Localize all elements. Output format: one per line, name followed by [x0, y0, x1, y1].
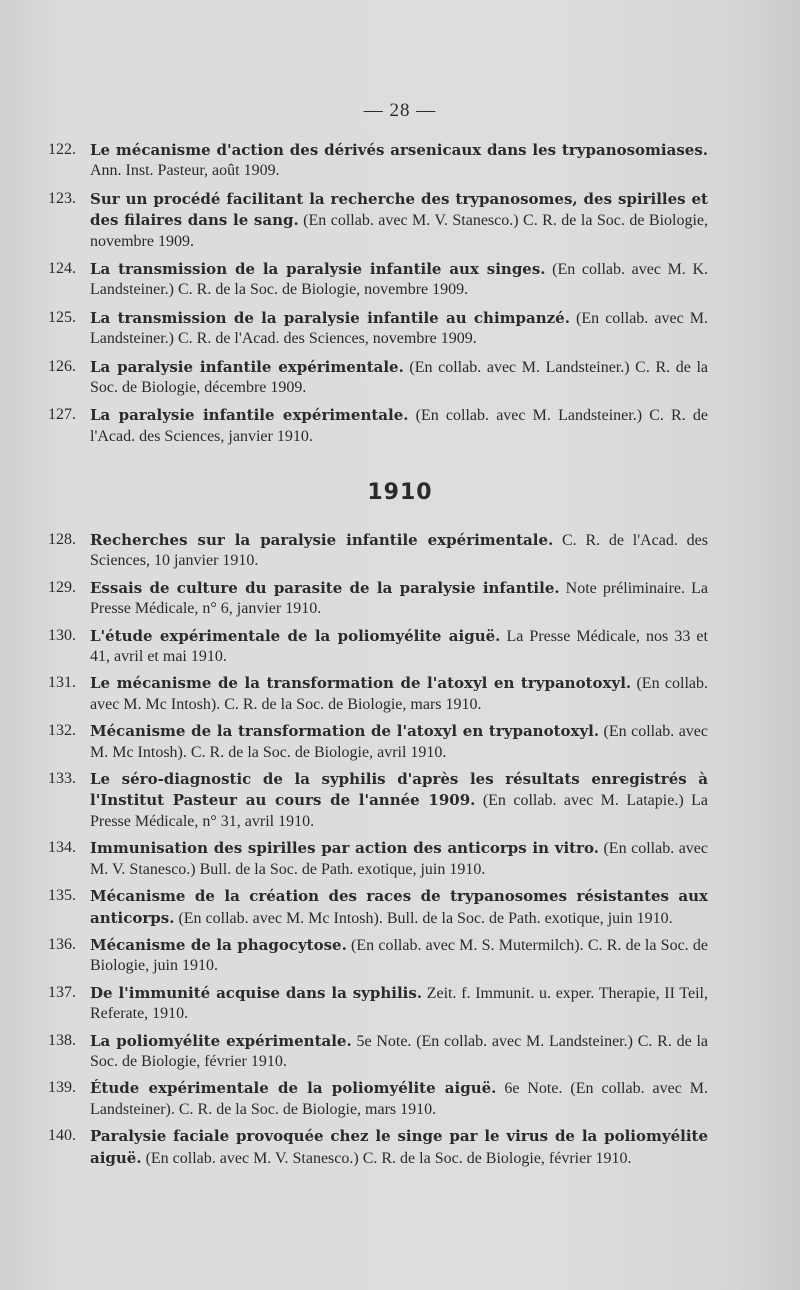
- entry-reference: (En collab. avec M. S. Mutermilch). C. R. de la Soc. de Biologie, juin 1910.: [90, 936, 708, 975]
- entry-reference: 5e Note. (En collab. avec M. Landsteiner.) C. R. de la Soc. de Biologie, février 1910.: [90, 1032, 708, 1070]
- entry-number: 138.: [48, 1031, 76, 1049]
- entry-number: 135.: [48, 887, 76, 905]
- entry-title: Mécanisme de la phagocytose.: [90, 935, 347, 954]
- entry-title: La transmission de la paralysie infantile aux singes.: [90, 260, 546, 279]
- entry-reference: C. R. de l'Acad. des Sciences, 10 janvier 1910.: [90, 532, 708, 570]
- entry-title: Essais de culture du parasite de la paralysie infantile.: [90, 578, 560, 597]
- entry-title: Mécanisme de la transformation de l'atoxyl en trypanotoxyl.: [90, 722, 600, 741]
- entry-number: 139.: [48, 1079, 76, 1097]
- bibliography-entry: [48, 357, 708, 399]
- entry-title: L'étude expérimentale de la poliomyélite aiguë.: [90, 626, 501, 645]
- entry-title: Recherches sur la paralysie infantile expérimentale.: [90, 531, 554, 549]
- bibliography-entry: [48, 530, 708, 572]
- entry-title: Étude expérimentale de la poliomyélite aiguë.: [90, 1079, 497, 1098]
- entry-number: 124.: [48, 260, 76, 278]
- entry-title: Le séro-diagnostic de la syphilis d'après les résultats enregistrés à l'Institut Pasteur au cours de l'année 1909.: [90, 770, 708, 810]
- bibliography-entry: [48, 721, 708, 763]
- entry-number: 130.: [48, 626, 76, 644]
- entry-reference: (En collab. avec M. Latapie.) La Presse Médicale, n° 31, avril 1910.: [90, 792, 708, 830]
- bibliography-entry: [48, 578, 708, 620]
- page-number: — 28 —: [363, 100, 437, 121]
- entry-title: Immunisation des spirilles par action des anticorps in vitro.: [90, 839, 599, 858]
- entry-reference: (En collab. avec M. Landsteiner.) C. R. de la Soc. de Biologie, décembre 1909.: [90, 358, 709, 397]
- bibliography-entry: [48, 140, 708, 182]
- entry-title: La paralysie infantile expérimentale.: [90, 406, 409, 425]
- bibliography-entry: [48, 308, 708, 350]
- bibliography-entry: [48, 405, 708, 447]
- entry-reference: (En collab. avec M. Mc Intosh). C. R. de la Soc. de Biologie, avril 1910.: [90, 723, 708, 761]
- entry-reference: (En collab. avec M. Mc Intosh). Bull. de la Soc. de Path. exotique, juin 1910.: [174, 909, 673, 927]
- bibliography-entry: [48, 1031, 708, 1073]
- entry-number: 133.: [48, 770, 76, 788]
- entries-1910: [48, 530, 708, 1175]
- entry-reference: Zeit. f. Immunit. u. exper. Therapie, II Teil, Referate, 1910.: [90, 984, 708, 1023]
- entry-number: 123.: [48, 189, 76, 207]
- entry-reference: (En collab. avec M. Mc Intosh). C. R. de la Soc. de Biologie, mars 1910.: [90, 675, 708, 713]
- entry-number: 126.: [48, 357, 76, 375]
- entry-reference: (En collab. avec M. Landsteiner.) C. R. de l'Acad. des Sciences, janvier 1910.: [90, 407, 708, 445]
- entry-number: 137.: [48, 983, 76, 1001]
- entries-1909: [48, 140, 708, 454]
- entry-title: Paralysie faciale provoquée chez le singe par le virus de la poliomyélite aiguë.: [90, 1127, 708, 1167]
- entry-number: 132.: [48, 722, 76, 740]
- entry-number: 127.: [48, 406, 76, 424]
- bibliography-entry: [48, 1126, 708, 1169]
- year-heading: 1910: [367, 480, 433, 505]
- bibliography-entry: [48, 769, 708, 832]
- entry-number: 140.: [48, 1127, 76, 1145]
- entry-number: 131.: [48, 674, 76, 692]
- entry-number: 125.: [48, 308, 76, 326]
- entry-title: Mécanisme de la création des races de trypanosomes résistantes aux anticorps.: [90, 887, 708, 927]
- entry-reference: La Presse Médicale, nos 33 et 41, avril et mai 1910.: [90, 627, 708, 666]
- entry-title: La poliomyélite expérimentale.: [90, 1031, 352, 1050]
- entry-reference: (En collab. avec M. V. Stanesco.) C. R. de la Soc. de Biologie, novembre 1909.: [90, 212, 709, 250]
- entry-title: De l'immunité acquise dans la syphilis.: [90, 983, 423, 1002]
- bibliography-entry: [48, 838, 708, 880]
- entry-number: 129.: [48, 578, 76, 596]
- entry-number: 128.: [48, 531, 76, 548]
- bibliography-entry: [48, 983, 708, 1025]
- entry-reference: (En collab. avec M. Landsteiner.) C. R. de l'Acad. des Sciences, novembre 1909.: [90, 309, 708, 348]
- entry-reference: Ann. Inst. Pasteur, août 1909.: [90, 162, 280, 180]
- entry-reference: Note préliminaire. La Presse Médicale, n° 6, janvier 1910.: [90, 579, 708, 618]
- entry-reference: (En collab. avec M. K. Landsteiner.) C. R. de la Soc. de Biologie, novembre 1909.: [90, 261, 708, 299]
- entry-title: La paralysie infantile expérimentale.: [90, 357, 404, 376]
- entry-reference: 6e Note. (En collab. avec M. Landsteiner). C. R. de la Soc. de Biologie, mars 1910.: [90, 1080, 708, 1118]
- entry-number: 134.: [48, 839, 76, 857]
- entry-number: 122.: [48, 141, 76, 158]
- entry-reference: (En collab. avec M. V. Stanesco.) Bull. de la Soc. de Path. exotique, juin 1910.: [90, 840, 709, 878]
- bibliography-entry: [48, 259, 708, 301]
- bibliography-entry: [48, 626, 708, 668]
- bibliography-entry: [48, 673, 708, 715]
- bibliography-entry: [48, 935, 708, 977]
- bibliography-entry: [48, 189, 708, 252]
- entry-reference: (En collab. avec M. V. Stanesco.) C. R. de la Soc. de Biologie, février 1910.: [141, 1149, 632, 1167]
- bibliography-entry: [48, 1078, 708, 1120]
- entry-title: Sur un procédé facilitant la recherche des trypanosomes, des spirilles et des filaires dans le sang.: [90, 189, 708, 230]
- entry-title: La transmission de la paralysie infantile au chimpanzé.: [90, 308, 570, 327]
- entry-title: Le mécanisme de la transformation de l'atoxyl en trypanotoxyl.: [90, 674, 632, 693]
- entry-title: Le mécanisme d'action des dérivés arsenicaux dans les trypanosomiases.: [90, 141, 708, 159]
- entry-number: 136.: [48, 935, 76, 953]
- bibliography-entry: [48, 886, 708, 929]
